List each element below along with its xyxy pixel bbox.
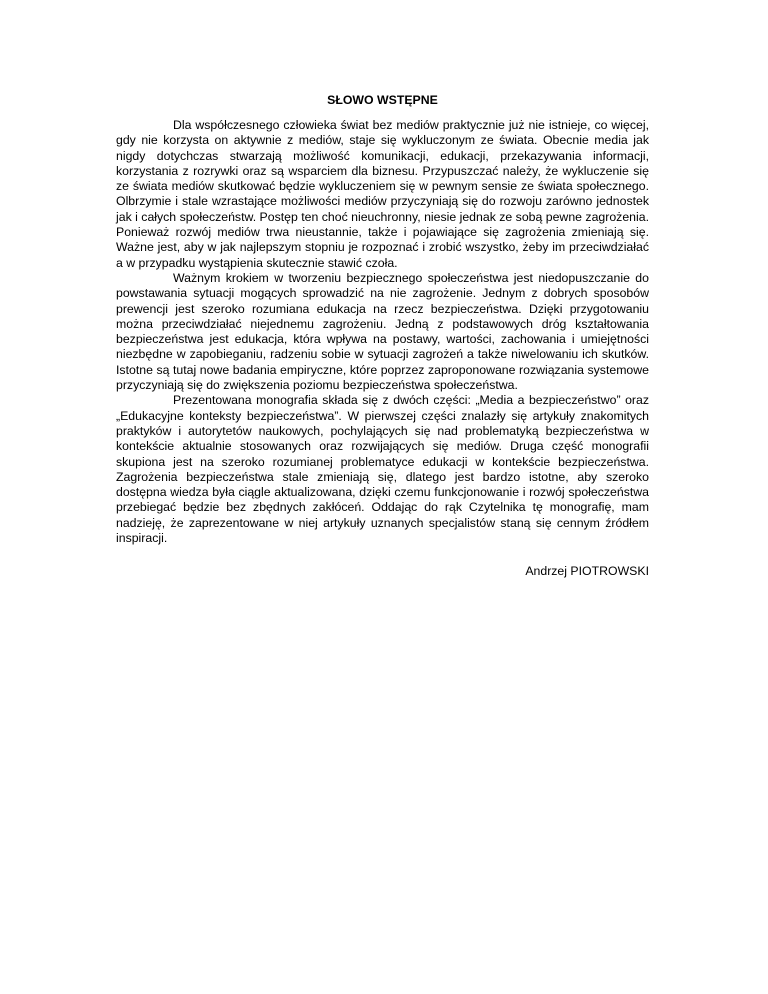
paragraph-2: Ważnym krokiem w tworzeniu bezpiecznego społeczeństwa jest niedopuszczanie do powstawania sytuacji mogących sprowadzić na nie zagrożenie. Jednym z dobrych sposobów prewencji jest szeroko rozumiana edukacja na rzecz bezpieczeństwa. Dzięki przygotowaniu można przeciwdziałać niejednemu zagrożeniu. Jedną z podstawowych dróg kształtowania bezpieczeństwa jest edukacja, która wpływa na postawy, wartości, zachowania i umiejętności niezbędne w zapobieganiu, radzeniu sobie w sytuacji zagrożeń a także niwelowaniu ich skutków. Istotne są tutaj nowe badania empiryczne, które poprzez zaproponowane rozwiązania systemowe przyczyniają się do zwiększenia poziomu bezpieczeństwa społeczeństwa. — [116, 270, 649, 393]
paragraph-1: Dla współczesnego człowieka świat bez mediów praktycznie już nie istnieje, co więcej, gdy nie korzysta on aktywnie z mediów, staje się wykluczonym ze świata. Obecnie media jak nigdy dotychczas stwarzają możliwość komunikacji, edukacji, przekazywania informacji, korzystania z rozrywki oraz są wsparciem dla biznesu. Przypuszczać należy, że wykluczenie się ze świata mediów skutkować będzie wykluczeniem się w pewnym sensie ze świata społecznego. Olbrzymie i stale wzrastające możliwości mediów przyczyniają się do rozwoju zarówno jednostek jak i całych społeczeństw. Postęp ten choć nieuchronny, niesie jednak ze sobą pewne zagrożenia. Ponieważ rozwój mediów trwa nieustannie, także i pojawiające się zagrożenia zmieniają się. Ważne jest, aby w jak najlepszym stopniu je rozpoznać i zrobić wszystko, żeby im przeciwdziałać a w przypadku wystąpienia skutecznie stawić czoła. — [116, 118, 649, 270]
document-title: SŁOWO WSTĘPNE — [327, 93, 438, 107]
paragraph-3: Prezentowana monografia składa się z dwóch części: „Media a bezpieczeństwo” oraz „Edukacyjne konteksty bezpieczeństwa”. W pierwszej części znalazły się artykuły znakomitych praktyków i autorytetów naukowych, pochylających się nad problematyką bezpieczeństwa w kontekście aktualnie stosowanych oraz rozwijających się mediów. Druga część monografii skupiona jest na szeroko rozumianej problematyce edukacji w kontekście bezpieczeństwa. Zagrożenia bezpieczeństwa stale zmieniają się, dlatego jest bardzo istotne, aby szeroko dostępna wiedza była ciągle aktualizowana, dzięki czemu funkcjonowanie i rozwój społeczeństwa przebiegać będzie bez zbędnych zakłóceń. Oddając do rąk Czytelnika tę monografię, mam nadzieję, że zaprezentowane w niej artykuły uznanych specjalistów staną się cennym źródłem inspiracji. — [116, 393, 649, 546]
document-page — [116, 92, 649, 579]
author-signature: Andrzej PIOTROWSKI — [525, 564, 649, 579]
